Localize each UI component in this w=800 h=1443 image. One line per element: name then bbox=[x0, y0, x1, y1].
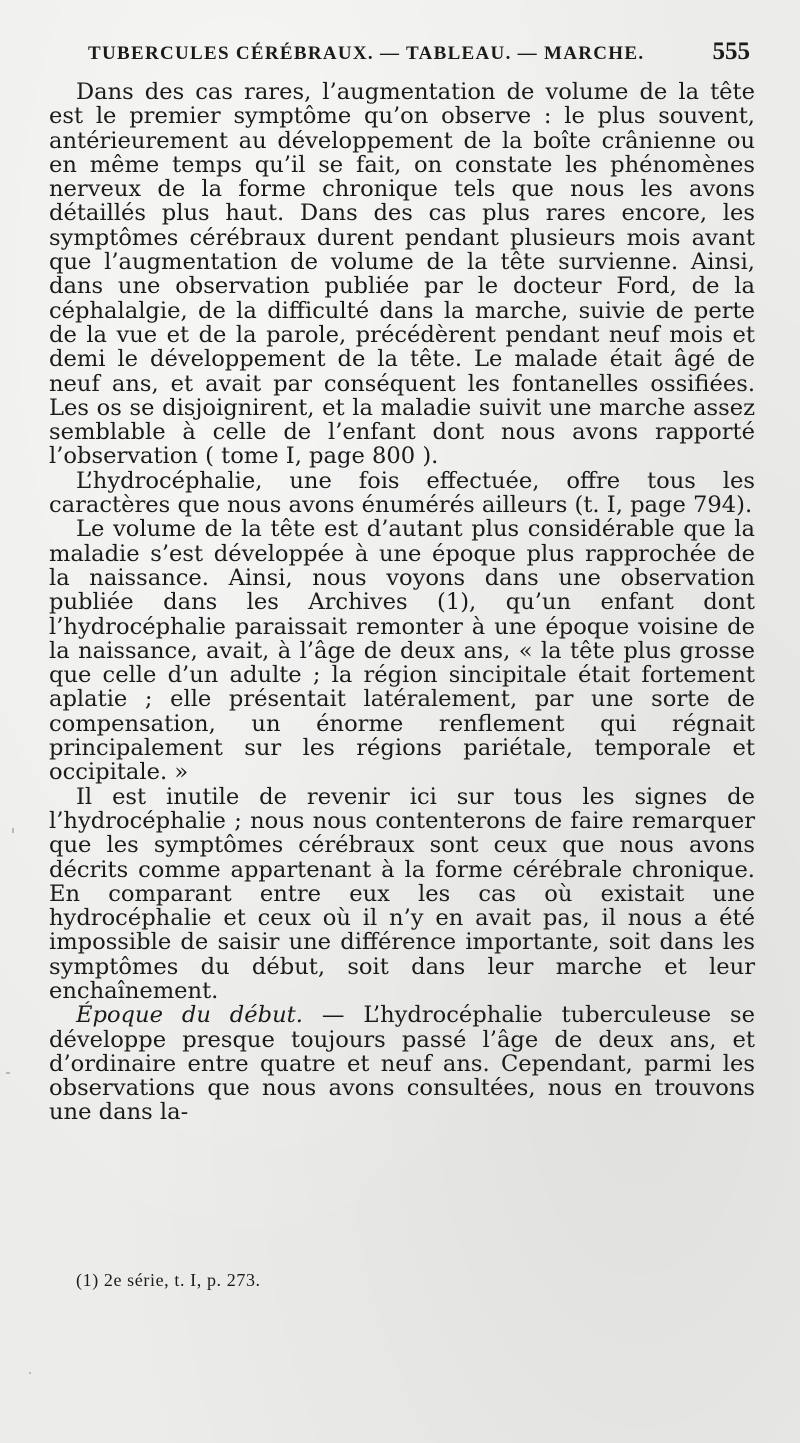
paragraph-4 bbox=[49, 785, 755, 1004]
paragraph-4-text: Il est inutile de revenir ici sur tous les signes de l’hydrocéphalie ; nous nous contenterons de faire remarquer que les symptômes cérébraux sont ceux que nous avons décrits comme appartenant à la forme cérébrale chronique. En comparant entre eux les cas où existait une hydrocéphalie et ceux où il n’y en avait pas, il nous a été impossible de saisir une différence importante, soit dans les symptômes du début, soit dans leur marche et leur enchaînement. bbox=[49, 783, 755, 1004]
running-title: TUBERCULES CÉRÉBRAUX. — TABLEAU. — MARCHE. bbox=[88, 43, 645, 64]
running-header bbox=[88, 38, 750, 72]
paragraph-2 bbox=[49, 469, 755, 518]
paragraph-5-text: — L’hydrocéphalie tuberculeuse se développe presque toujours passé l’âge de deux ans, et d’ordinaire entre quatre et neuf ans. Cependant, parmi les observations que nous avons consultées, nous en trouvons une dans la- bbox=[49, 1002, 755, 1126]
paragraph-3-text: Le volume de la tête est d’autant plus considérable que la maladie s’est développée à une époque plus rapprochée de la naissance. Ainsi, nous voyons dans une observation publiée dans les Archives (1), qu’un enfant dont l’hydrocéphalie paraissait remonter à une époque voisine de la naissance, avait, à l’âge de deux ans, « la tête plus grosse que celle d’un adulte ; la région sincipitale était fortement aplatie ; elle présentait latéralement, par une sorte de compensation, un énorme renflement qui régnait principalement sur les régions pariétale, temporale et occipitale. » bbox=[49, 516, 755, 786]
paragraph-1-text: Dans des cas rares, l’augmentation de volume de la tête est le premier symptôme qu’on observe : le plus souvent, antérieurement au développement de la boîte crânienne ou en même temps qu’il se fait, on constate les phénomènes nerveux de la forme chronique tels que nous les avons détaillés plus haut. Dans des cas plus rares encore, les symptômes cérébraux durent pendant plusieurs mois avant que l’augmentation de volume de la tête survienne. Ainsi, dans une observation publiée par le docteur Ford, de la céphalalgie, de la difficulté dans la marche, suivie de perte de la vue et de la parole, précédèrent pendant neuf mois et demi le développement de la tête. Le malade était âgé de neuf ans, et avait par conséquent les fontanelles ossifiées. Les os se disjoignirent, et la maladie suivit une marche assez semblable à celle de l’enfant dont nous avons rapporté l’observation ( tome I, page 800 ). bbox=[49, 79, 755, 470]
paragraph-5 bbox=[49, 1003, 755, 1124]
footnote: (1) 2e série, t. I, p. 273. bbox=[76, 1270, 261, 1290]
section-lead: Époque du début. bbox=[76, 1002, 303, 1029]
body-text bbox=[49, 80, 755, 1125]
margin-speck bbox=[29, 1372, 31, 1374]
margin-speck bbox=[6, 1072, 10, 1074]
paragraph-3 bbox=[49, 517, 755, 784]
paragraph-2-text: L’hydrocéphalie, une fois effectuée, offre tous les caractères que nous avons énumérés ailleurs (t. I, page 794). bbox=[49, 467, 755, 519]
paragraph-1 bbox=[49, 80, 755, 469]
margin-speck bbox=[12, 828, 14, 833]
page-number: 555 bbox=[712, 38, 750, 65]
